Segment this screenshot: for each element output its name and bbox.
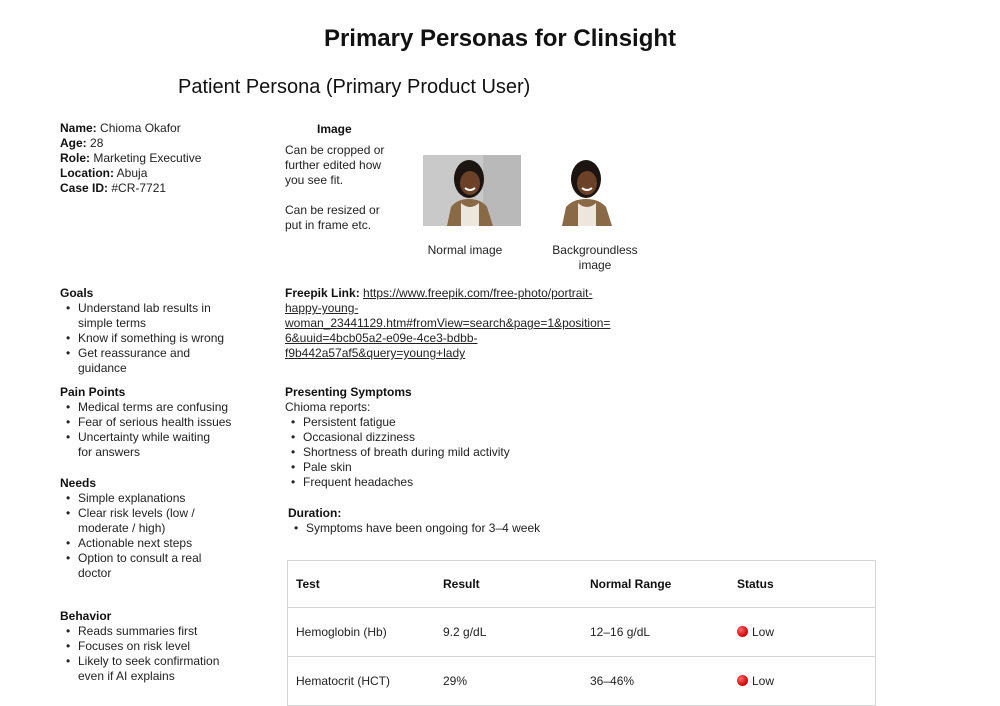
list-item: • Likely to seek confirmation even if AI explains xyxy=(60,654,260,684)
list-item: • Pale skin xyxy=(285,460,645,475)
profile-location: Location: Abuja xyxy=(60,166,148,180)
list-item: • Persistent fatigue xyxy=(285,415,645,430)
image-heading: Image xyxy=(317,122,352,136)
cell-status xyxy=(729,608,876,657)
profile-age: Age: 28 xyxy=(60,136,104,150)
list-item: • Uncertainty while waiting for answers xyxy=(60,430,260,460)
needs-section xyxy=(60,476,260,581)
profile-role: Role: Marketing Executive xyxy=(60,151,202,165)
list-item: • Option to consult a real doctor xyxy=(60,551,260,581)
section-title: Patient Persona (Primary Product User) xyxy=(178,76,531,98)
freepik-link-line[interactable]: happy-young- xyxy=(285,301,359,315)
behavior-section xyxy=(60,609,260,684)
lab-results-table xyxy=(287,560,876,706)
freepik-link-label: Freepik Link: xyxy=(285,286,360,300)
duration-section xyxy=(288,506,648,536)
list-item: • Actionable next steps xyxy=(60,536,260,551)
freepik-link-block xyxy=(285,286,645,361)
list-item: • Reads summaries first xyxy=(60,624,260,639)
freepik-link-line[interactable]: woman_23441129.htm#fromView=search&page=1&position= xyxy=(285,316,611,330)
persona-photo-backgroundless xyxy=(556,155,631,226)
persona-photo-normal xyxy=(423,155,521,226)
document-title: Primary Personas for Clinsight xyxy=(323,25,677,52)
normal-image-caption: Normal image xyxy=(427,243,503,257)
cell-test: Hemoglobin (Hb) xyxy=(288,608,436,657)
list-item: • Get reassurance and guidance xyxy=(60,346,260,376)
cell-test: Hematocrit (HCT) xyxy=(288,657,436,706)
backgroundless-image-caption: Backgroundless image xyxy=(552,243,638,272)
list-item: • Simple explanations xyxy=(60,491,260,506)
cell-status xyxy=(729,657,876,706)
symptoms-heading: Presenting Symptoms xyxy=(285,385,412,399)
list-item: • Know if something is wrong xyxy=(60,331,260,346)
profile-case-id: Case ID: #CR-7721 xyxy=(60,181,167,195)
list-item: • Understand lab results in simple terms xyxy=(60,301,260,331)
duration-heading: Duration: xyxy=(288,506,342,520)
list-item: • Clear risk levels (low / moderate / high) xyxy=(60,506,260,536)
goals-heading: Goals xyxy=(60,286,94,300)
image-note-resize: Can be resized or put in frame etc. xyxy=(285,203,380,232)
pain-points-section xyxy=(60,385,260,460)
freepik-link-line[interactable]: f9b442a57af5&query=young+lady xyxy=(285,346,466,360)
cell-range: 12–16 g/dL xyxy=(582,608,729,657)
table-row xyxy=(288,608,876,657)
column-header-normal-range: Normal Range xyxy=(582,561,729,608)
image-note-crop: Can be cropped or further edited how you see fit. xyxy=(285,143,385,187)
column-header-status: Status xyxy=(729,561,876,608)
red-circle-icon xyxy=(737,626,748,637)
symptoms-section xyxy=(285,385,645,490)
list-item: • Symptoms have been ongoing for 3–4 week xyxy=(288,521,648,536)
symptoms-intro: Chioma reports: xyxy=(285,400,371,414)
profile-name: Name: Chioma Okafor xyxy=(60,121,181,135)
needs-heading: Needs xyxy=(60,476,97,490)
status-text: Low xyxy=(752,674,775,688)
list-item: • Medical terms are confusing xyxy=(60,400,260,415)
cell-range: 36–46% xyxy=(582,657,729,706)
red-circle-icon xyxy=(737,675,748,686)
behavior-heading: Behavior xyxy=(60,609,112,623)
goals-section xyxy=(60,286,260,376)
cell-result: 29% xyxy=(435,657,582,706)
list-item: • Occasional dizziness xyxy=(285,430,645,445)
table-row xyxy=(288,657,876,706)
freepik-link[interactable]: https://www.freepik.com/free-photo/portrait- xyxy=(363,286,593,300)
column-header-result: Result xyxy=(435,561,582,608)
freepik-link-line[interactable]: 6&uuid=4bcb05a2-e09e-4ce3-bdbb- xyxy=(285,331,478,345)
pain-points-heading: Pain Points xyxy=(60,385,126,399)
list-item: • Focuses on risk level xyxy=(60,639,260,654)
list-item: • Fear of serious health issues xyxy=(60,415,260,430)
profile-block xyxy=(60,121,260,196)
list-item: • Shortness of breath during mild activity xyxy=(285,445,645,460)
cell-result: 9.2 g/dL xyxy=(435,608,582,657)
table-header-row xyxy=(288,561,876,608)
column-header-test: Test xyxy=(288,561,436,608)
status-text: Low xyxy=(752,625,775,639)
list-item: • Frequent headaches xyxy=(285,475,645,490)
